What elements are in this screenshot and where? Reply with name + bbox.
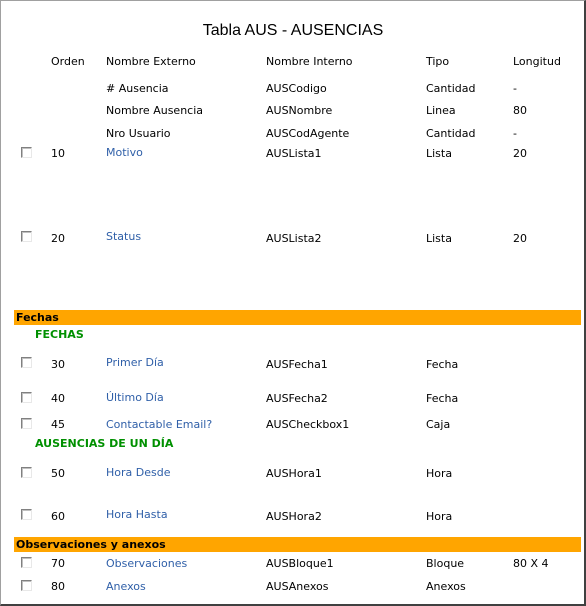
section-subheading-un-dia: AUSENCIAS DE UN DÍA <box>35 437 174 450</box>
row-checkbox[interactable] <box>21 418 32 429</box>
cell-orden: 20 <box>51 232 65 245</box>
row-checkbox[interactable] <box>21 357 32 368</box>
cell-orden: 80 <box>51 580 65 593</box>
header-nombre-externo: Nombre Externo <box>106 55 196 68</box>
row-checkbox[interactable] <box>21 392 32 403</box>
cell-orden: 30 <box>51 358 65 371</box>
row-checkbox[interactable] <box>21 147 32 158</box>
cell-externo: Nro Usuario <box>106 127 171 140</box>
cell-tipo: Fecha <box>426 392 459 405</box>
field-link[interactable]: Observaciones <box>106 557 188 570</box>
cell-interno: AUSNombre <box>266 104 333 117</box>
cell-longitud: 80 X 4 <box>513 557 549 570</box>
row-checkbox[interactable] <box>21 580 32 591</box>
header-longitud: Longitud <box>513 55 561 68</box>
cell-longitud: 20 <box>513 147 527 160</box>
cell-tipo: Bloque <box>426 557 465 570</box>
cell-longitud: - <box>513 127 517 140</box>
cell-interno: AUSHora1 <box>266 467 322 480</box>
cell-tipo: Cantidad <box>426 82 476 95</box>
cell-tipo: Lista <box>426 147 452 160</box>
cell-interno: AUSLista1 <box>266 147 322 160</box>
cell-externo: # Ausencia <box>106 82 169 95</box>
row-checkbox[interactable] <box>21 467 32 478</box>
cell-tipo: Fecha <box>426 358 459 371</box>
row-checkbox[interactable] <box>21 557 32 568</box>
cell-interno: AUSCheckbox1 <box>266 418 350 431</box>
row-checkbox[interactable] <box>21 231 32 242</box>
cell-interno: AUSCodAgente <box>266 127 350 140</box>
cell-orden: 50 <box>51 467 65 480</box>
cell-interno: AUSBloque1 <box>266 557 334 570</box>
cell-tipo: Hora <box>426 467 453 480</box>
cell-tipo: Linea <box>426 104 456 117</box>
header-tipo: Tipo <box>426 55 450 68</box>
cell-tipo: Anexos <box>426 580 466 593</box>
field-link[interactable]: Status <box>106 230 142 243</box>
cell-orden: 70 <box>51 557 65 570</box>
field-link[interactable]: Primer Día <box>106 356 164 369</box>
cell-tipo: Cantidad <box>426 127 476 140</box>
header-nombre-interno: Nombre Interno <box>266 55 353 68</box>
field-link[interactable]: Anexos <box>106 580 146 593</box>
cell-orden: 45 <box>51 418 65 431</box>
section-subheading-fechas: FECHAS <box>35 328 84 341</box>
field-link[interactable]: Hora Desde <box>106 466 171 479</box>
cell-longitud: 80 <box>513 104 527 117</box>
row-checkbox[interactable] <box>21 509 32 520</box>
section-band-observaciones: Observaciones y anexos <box>14 537 581 552</box>
field-link[interactable]: Hora Hasta <box>106 508 168 521</box>
field-link[interactable]: Motivo <box>106 146 143 159</box>
page-title: Tabla AUS - AUSENCIAS <box>202 22 384 39</box>
cell-tipo: Hora <box>426 510 453 523</box>
section-band-fechas: Fechas <box>14 310 581 325</box>
cell-longitud: - <box>513 82 517 95</box>
cell-interno: AUSFecha2 <box>266 392 328 405</box>
field-link[interactable]: Último Día <box>106 391 164 404</box>
cell-orden: 40 <box>51 392 65 405</box>
cell-tipo: Lista <box>426 232 452 245</box>
header-orden: Orden <box>51 55 85 68</box>
cell-interno: AUSLista2 <box>266 232 322 245</box>
cell-orden: 10 <box>51 147 65 160</box>
field-link[interactable]: Contactable Email? <box>106 418 213 431</box>
cell-externo: Nombre Ausencia <box>106 104 204 117</box>
cell-interno: AUSFecha1 <box>266 358 328 371</box>
cell-longitud: 20 <box>513 232 527 245</box>
cell-orden: 60 <box>51 510 65 523</box>
cell-tipo: Caja <box>426 418 451 431</box>
cell-interno: AUSAnexos <box>266 580 329 593</box>
cell-interno: AUSHora2 <box>266 510 322 523</box>
cell-interno: AUSCodigo <box>266 82 327 95</box>
